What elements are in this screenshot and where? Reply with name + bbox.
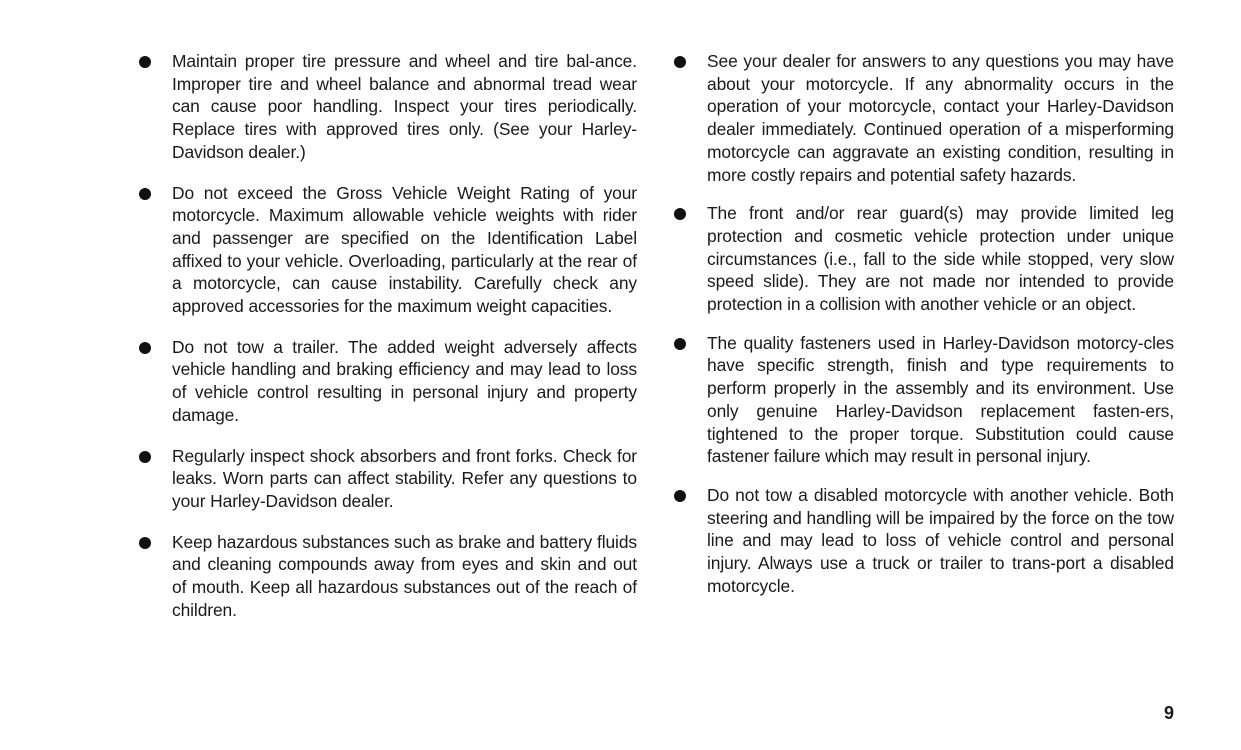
- list-item-text: Do not tow a disabled motorcycle with another vehicle. Both steering and handling will be impaired by the force on the tow line and may lead to loss of vehicle control and personal injury. Always use a truck or trailer to trans-port a disabled motorcycle.: [707, 484, 1174, 596]
- list-item-text: See your dealer for answers to any questions you may have about your motorcycle. If any abnormality occurs in the operation of your motorcycle, contact your Harley-Davidson dealer immediately. Continued operation of a misperforming motorcycle can aggravate an existing condition, resulting in more costly repairs and potential safety hazards.: [707, 51, 1174, 185]
- page-number: 9: [1163, 703, 1174, 723]
- list-item-text: Do not tow a trailer. The added weight adversely affects vehicle handling and braking efficiency and may lead to loss of vehicle control resulting in personal injury and property damage.: [172, 336, 637, 425]
- bullet-icon: [139, 451, 151, 463]
- list-item-text: The quality fasteners used in Harley-Davidson motorcy-cles have specific strength, finish and type requirements to perform properly in the assembly and its environment. Use only genuine Harley-Davidson replacement fasten-ers, tightened to the proper torque. Substitution could cause fastener failure which may result in personal injury.: [707, 332, 1174, 467]
- list-item: [137, 445, 637, 513]
- bullet-icon: [674, 56, 686, 68]
- bullet-icon: [139, 537, 151, 549]
- right-column: [672, 50, 1174, 597]
- list-item: [137, 531, 637, 622]
- list-item: [137, 50, 637, 164]
- list-item: [137, 182, 637, 318]
- bullet-icon: [674, 208, 686, 220]
- list-item-text: Regularly inspect shock absorbers and front forks. Check for leaks. Worn parts can affect stability. Refer any questions to your Harley-Davidson dealer.: [172, 445, 637, 511]
- list-item-text: Keep hazardous substances such as brake and battery fluids and cleaning compounds away from eyes and skin and out of mouth. Keep all hazardous substances out of the reach of children.: [172, 531, 637, 620]
- left-column: [137, 50, 637, 621]
- list-item: [672, 332, 1174, 468]
- list-item: [672, 50, 1174, 186]
- bullet-icon: [674, 490, 686, 502]
- bullet-icon: [139, 56, 151, 68]
- list-item: [672, 202, 1174, 316]
- list-item-text: Do not exceed the Gross Vehicle Weight Rating of your motorcycle. Maximum allowable vehicle weights with rider and passenger are specified on the Identification Label affixed to your vehicle. Overloading, particularly at the rear of a motorcycle, can cause instability. Carefully check any approved accessories for the maximum weight capacities.: [172, 182, 637, 317]
- bullet-icon: [674, 338, 686, 350]
- list-item-text: The front and/or rear guard(s) may provide limited leg protection and cosmetic vehicle protection under unique circumstances (i.e., fall to the side while stopped, very slow speed slide). They are not made nor intended to provide protection in a collision with another vehicle or an object.: [707, 203, 1174, 315]
- list-item: [672, 484, 1174, 598]
- list-item-text: Maintain proper tire pressure and wheel and tire bal-ance. Improper tire and wheel balance and abnormal tread wear can cause poor handling. Inspect your tires periodically. Replace tires with approved tires only. (See your Harley-Davidson dealer.): [172, 51, 637, 162]
- bullet-icon: [139, 342, 151, 354]
- bullet-icon: [139, 188, 151, 200]
- list-item: [137, 336, 637, 427]
